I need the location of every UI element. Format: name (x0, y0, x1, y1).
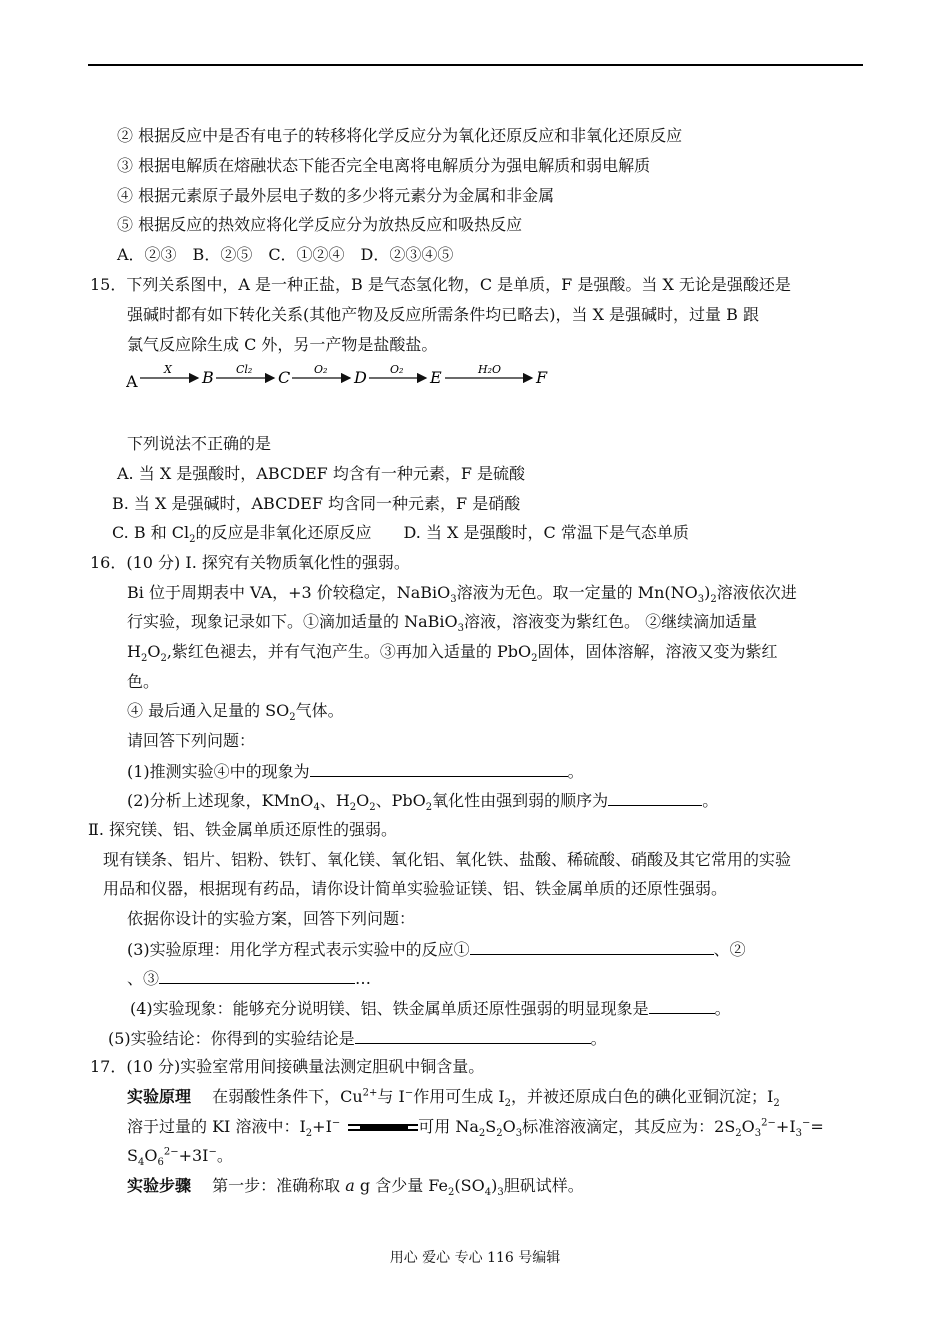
q16-question-2: (2)分析上述现象，KMnO$_4$、$H_2O_2$、PbO$_2$氧化性由强到弱的顺序为 。 (127, 791, 719, 814)
answer-blank-3c[interactable] (159, 968, 355, 984)
reagent-Cl2: Cl₂ (236, 363, 253, 376)
q16b-text-1: 现有镁条、铝片、铝粉、铁钉、氧化镁、氧化铝、氧化铁、盐酸、稀硫酸、硝酸及其它常用的实验 (103, 850, 792, 869)
page-footer: 用心 爱心 专心 116 号编辑 (389, 1250, 561, 1266)
answer-blank-5[interactable] (355, 1028, 591, 1044)
q16-text-5: ④ 最后通入足量的 $SO_2$气体。 (127, 701, 344, 724)
item-3: ③ 根据电解质在熔融状态下能否完全电离将电解质分为强电解质和弱电解质 (117, 156, 651, 175)
q16-text-3: $H_2O_2$,紫红色褪去，并有气泡产生。③再加入适量的 PbO$_2$固体，固体溶解，溶液又变为紫红 (127, 642, 778, 665)
principle-label: 实验原理 (127, 1087, 192, 1106)
q17-principle-2: 溶于过量的 KI 溶液中：$I_2+I^-$ 可用 $Na_2S_2O_3$标准溶液滴定，其反应为：$2S_2O_3^{2-}+I_3^-=$ (127, 1117, 824, 1140)
reagent-O2-2: O₂ (390, 363, 404, 376)
q17-head: 17．(10 分)实验室常用间接碘量法测定胆矾中铜含量。 (90, 1057, 485, 1076)
q17-steps: 实验步骤 第一步：准确称取 a g 含少量 $Fe_2(SO_4)_3$胆矾试样。 (127, 1176, 584, 1199)
q17-principle-1: 实验原理 在弱酸性条件下，$Cu^{2+}$与 I−作用可生成 $I_2$，并被还原成白色的碘化亚铜沉淀；$I_2$ (127, 1087, 780, 1110)
q16-text-4: 色。 (127, 672, 160, 691)
q16b-question-3-cont: 、③ … (127, 969, 372, 988)
q16b-text-2: 用品和仪器，根据现有药品，请你设计简单实验验证镁、铝、铁金属单质的还原性强弱。 (103, 879, 728, 898)
chain-E: E (430, 368, 442, 387)
q16b-question-4: (4)实验现象：能够充分说明镁、铝、铁金属单质还原性强弱的明显现象是 。 (130, 999, 731, 1018)
q15-option-a: A. 当 X 是强酸时，ABCDEF 均含有一种元素，F 是硫酸 (117, 464, 526, 483)
q16b-head: Ⅱ. 探究镁、铝、铁金属单质还原性的强弱。 (88, 820, 398, 839)
q14-options: A．②③ B．②⑤ C．①②④ D．②③④⑤ (117, 245, 454, 264)
answer-blank-3a[interactable] (470, 939, 714, 955)
item-2: ② 根据反应中是否有电子的转移将化学反应分为氧化还原反应和非氧化还原反应 (117, 126, 683, 145)
reagent-O2-1: O₂ (314, 363, 328, 376)
q16-text-1: Bi 位于周期表中 VA，+3 价较稳定，NaBiO$_3$溶液为无色。取一定量的 $Mn(NO_3)_2$溶液依次进 (127, 583, 797, 606)
item-5: ⑤ 根据反应的热效应将化学反应分为放热反应和吸热反应 (117, 215, 523, 234)
q16b-question-5: (5)实验结论：你得到的实验结论是 。 (108, 1029, 607, 1048)
answer-blank-1[interactable] (310, 761, 568, 777)
q16-instruction: 请回答下列问题： (127, 731, 256, 750)
q16b-text-3: 依据你设计的实验方案，回答下列问题： (127, 909, 416, 928)
chain-B: B (202, 368, 214, 387)
q15-option-b: B. 当 X 是强碱时，ABCDEF 均含同一种元素，F 是硝酸 (112, 494, 521, 513)
header-rule (88, 64, 863, 66)
answer-blank-2[interactable] (608, 790, 702, 806)
q17-principle-3: $S_4O_6^{2-}+3I^-$。 (127, 1146, 233, 1169)
q16b-question-3: (3)实验原理：用化学方程式表示实验中的反应① 、② (127, 940, 746, 959)
item-4: ④ 根据元素原子最外层电子数的多少将元素分为金属和非金属 (117, 186, 555, 205)
q15-stem-3: 氯气反应除生成 C 外，另一产物是盐酸盐。 (127, 335, 438, 354)
q15-option-cd: C. B 和 $Cl_2$的反应是非氧化还原反应 D. 当 X 是强酸时，C 常温下是气态单质 (112, 523, 689, 546)
reagent-X: X (164, 363, 172, 376)
chain-F: F (536, 368, 548, 387)
q16-text-2: 行实验，现象记录如下。①滴加适量的 NaBiO$_3$溶液，溶液变为紫红色。 ②继续滴加适量 (127, 612, 758, 635)
q16-question-1: (1)推测实验④中的现象为 。 (127, 762, 584, 781)
q16-head: 16．(10 分) Ⅰ. 探究有关物质氧化性的强弱。 (90, 553, 410, 572)
reaction-chain-diagram (126, 360, 566, 396)
q15-stem-2: 强碱时都有如下转化关系(其他产物及反应所需条件均已略去)，当 X 是强碱时，过量 B 跟 (127, 305, 759, 324)
chain-C: C (278, 368, 291, 387)
steps-label: 实验步骤 (127, 1176, 192, 1195)
equilibrium-arrow (340, 1122, 418, 1134)
q15-stem-1: 15．下列关系图中，A 是一种正盐，B 是气态氢化物，C 是单质，F 是强酸。当 X 无论是强酸还是 (90, 275, 791, 294)
q15-prompt: 下列说法不正确的是 (127, 434, 272, 453)
reagent-H2O: H₂O (478, 363, 502, 376)
chain-D: D (354, 368, 367, 387)
chain-A: A (126, 372, 138, 391)
answer-blank-4[interactable] (649, 998, 715, 1014)
